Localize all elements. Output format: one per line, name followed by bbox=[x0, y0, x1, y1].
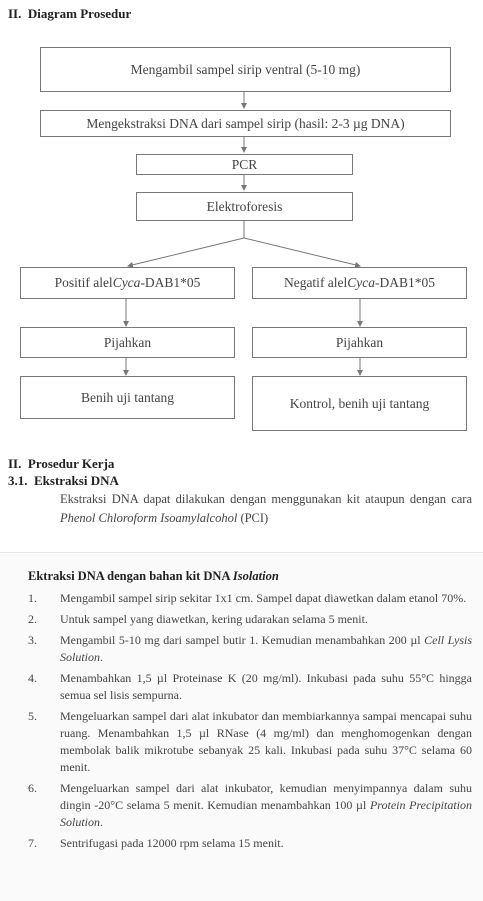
procedure-title: Prosedur Kerja bbox=[27, 456, 115, 471]
step-number: 3. bbox=[28, 633, 37, 647]
intro-tail: (PCI) bbox=[237, 511, 269, 525]
kit-heading-text: Ektraksi DNA dengan bahan kit DNA bbox=[28, 569, 233, 583]
step-text-main: Untuk sampel yang diawetkan, kering udarakan selama 5 menit. bbox=[60, 612, 368, 626]
extraction-intro-paragraph bbox=[60, 490, 472, 528]
step-text bbox=[60, 780, 472, 831]
step-number: 7. bbox=[28, 836, 37, 850]
step-text bbox=[60, 632, 472, 666]
kit-heading bbox=[28, 569, 279, 584]
flow-box-electrophoresis-label: Elektroforesis bbox=[206, 198, 283, 214]
list-item bbox=[28, 590, 472, 607]
step-text-italic: Protein Precipitation Solution bbox=[60, 798, 472, 829]
subsection-heading-extraction bbox=[8, 473, 119, 489]
subsection-number: 3.1. bbox=[8, 473, 28, 488]
step-number: 6. bbox=[28, 781, 37, 795]
list-item bbox=[28, 835, 472, 852]
subsection-title: Ekstraksi DNA bbox=[34, 473, 119, 488]
flow-box-pcr bbox=[136, 154, 353, 175]
flow-box-extraction-label: Mengekstraksi DNA dari sampel sirip (hasil: 2-3 µg DNA) bbox=[86, 115, 405, 131]
negative-label-pre: Negatif alel bbox=[283, 275, 348, 290]
flow-box-negative bbox=[252, 267, 467, 299]
flow-box-pcr-label: PCR bbox=[231, 156, 258, 172]
step-text-italic: Cell Lysis Solution bbox=[60, 633, 472, 664]
step-text-tail: . bbox=[100, 815, 104, 829]
outcome-left-label: Benih uji tantang bbox=[81, 389, 174, 405]
list-item bbox=[28, 611, 472, 628]
flow-box-sampling-label: Mengambil sampel sirip ventral (5-10 mg) bbox=[130, 61, 361, 77]
step-number: 4. bbox=[28, 671, 37, 685]
flow-box-spawn-right bbox=[252, 327, 467, 358]
flow-box-positive bbox=[20, 267, 235, 299]
flow-box-extraction bbox=[40, 110, 451, 137]
step-text bbox=[60, 708, 472, 776]
flow-box-outcome-right bbox=[252, 376, 467, 431]
negative-label-gene: Cyca bbox=[347, 275, 376, 290]
flow-box-spawn-left bbox=[20, 327, 235, 358]
list-item bbox=[28, 670, 472, 704]
positive-label-post: -DAB1*05 bbox=[140, 275, 201, 290]
flow-box-electrophoresis bbox=[136, 192, 353, 221]
section-title: Diagram Prosedur bbox=[27, 6, 132, 21]
list-item bbox=[28, 708, 472, 776]
outcome-right-label: Kontrol, benih uji tantang bbox=[289, 395, 430, 411]
spawn-left-label: Pijahkan bbox=[103, 334, 152, 350]
step-text-main: Menambahkan 1,5 µl Proteinase K (20 mg/ml). Inkubasi pada suhu 55°C hingga semua sel lisis sempurna. bbox=[60, 671, 472, 702]
step-text bbox=[60, 835, 472, 852]
step-text bbox=[60, 670, 472, 704]
step-text bbox=[60, 590, 472, 607]
step-text-main: Mengambil 5-10 mg dari sampel butir 1. Kemudian menambahkan 200 µl bbox=[60, 633, 425, 647]
flow-box-outcome-left bbox=[20, 376, 235, 419]
step-text-main: Mengeluarkan sampel dari alat inkubator, kemudian menyimpannya dalam suhu dingin -20°C selama 5 menit. Kemudian menambahkan 100 µl bbox=[60, 781, 472, 812]
kit-steps-list bbox=[28, 590, 472, 856]
step-text bbox=[60, 611, 472, 628]
section-number: II. bbox=[8, 6, 22, 21]
flow-box-sampling bbox=[40, 47, 451, 92]
step-text-main: Sentrifugasi pada 12000 rpm selama 15 menit. bbox=[60, 836, 284, 850]
positive-label-pre: Positif alel bbox=[54, 275, 113, 290]
step-text-tail: . bbox=[100, 650, 104, 664]
list-item bbox=[28, 632, 472, 666]
section-heading-procedure bbox=[8, 456, 114, 472]
list-item bbox=[28, 780, 472, 831]
step-number: 1. bbox=[28, 591, 37, 605]
kit-heading-italic: Isolation bbox=[232, 569, 279, 583]
positive-label-gene: Cyca bbox=[112, 275, 141, 290]
arrow-branch-left bbox=[128, 238, 244, 266]
intro-italic: Phenol Chloroform Isoamylalcohol bbox=[60, 511, 238, 525]
step-text-main: Mengeluarkan sampel dari alat inkubator dan membiarkannya sampai mencapai suhu ruang. Menambahkan 1,5 µl RNase (4 mg/ml) dan menghomogenkan dengan membolak balik mikrotube sebanyak 25 kali. Inkubasi pada suhu 37°C selama 60 menit. bbox=[60, 709, 472, 774]
step-text-main: Mengambil sampel sirip sekitar 1x1 cm. Sampel dapat diawetkan dalam etanol 70%. bbox=[60, 591, 467, 605]
procedure-number: II. bbox=[8, 456, 22, 471]
step-number: 2. bbox=[28, 612, 37, 626]
intro-text: Ekstraksi DNA dapat dilakukan dengan menggunakan kit ataupun dengan cara bbox=[60, 492, 472, 506]
negative-label-post: -DAB1*05 bbox=[375, 275, 436, 290]
spawn-right-label: Pijahkan bbox=[335, 334, 384, 350]
step-number: 5. bbox=[28, 709, 37, 723]
arrow-branch-right bbox=[244, 238, 360, 266]
